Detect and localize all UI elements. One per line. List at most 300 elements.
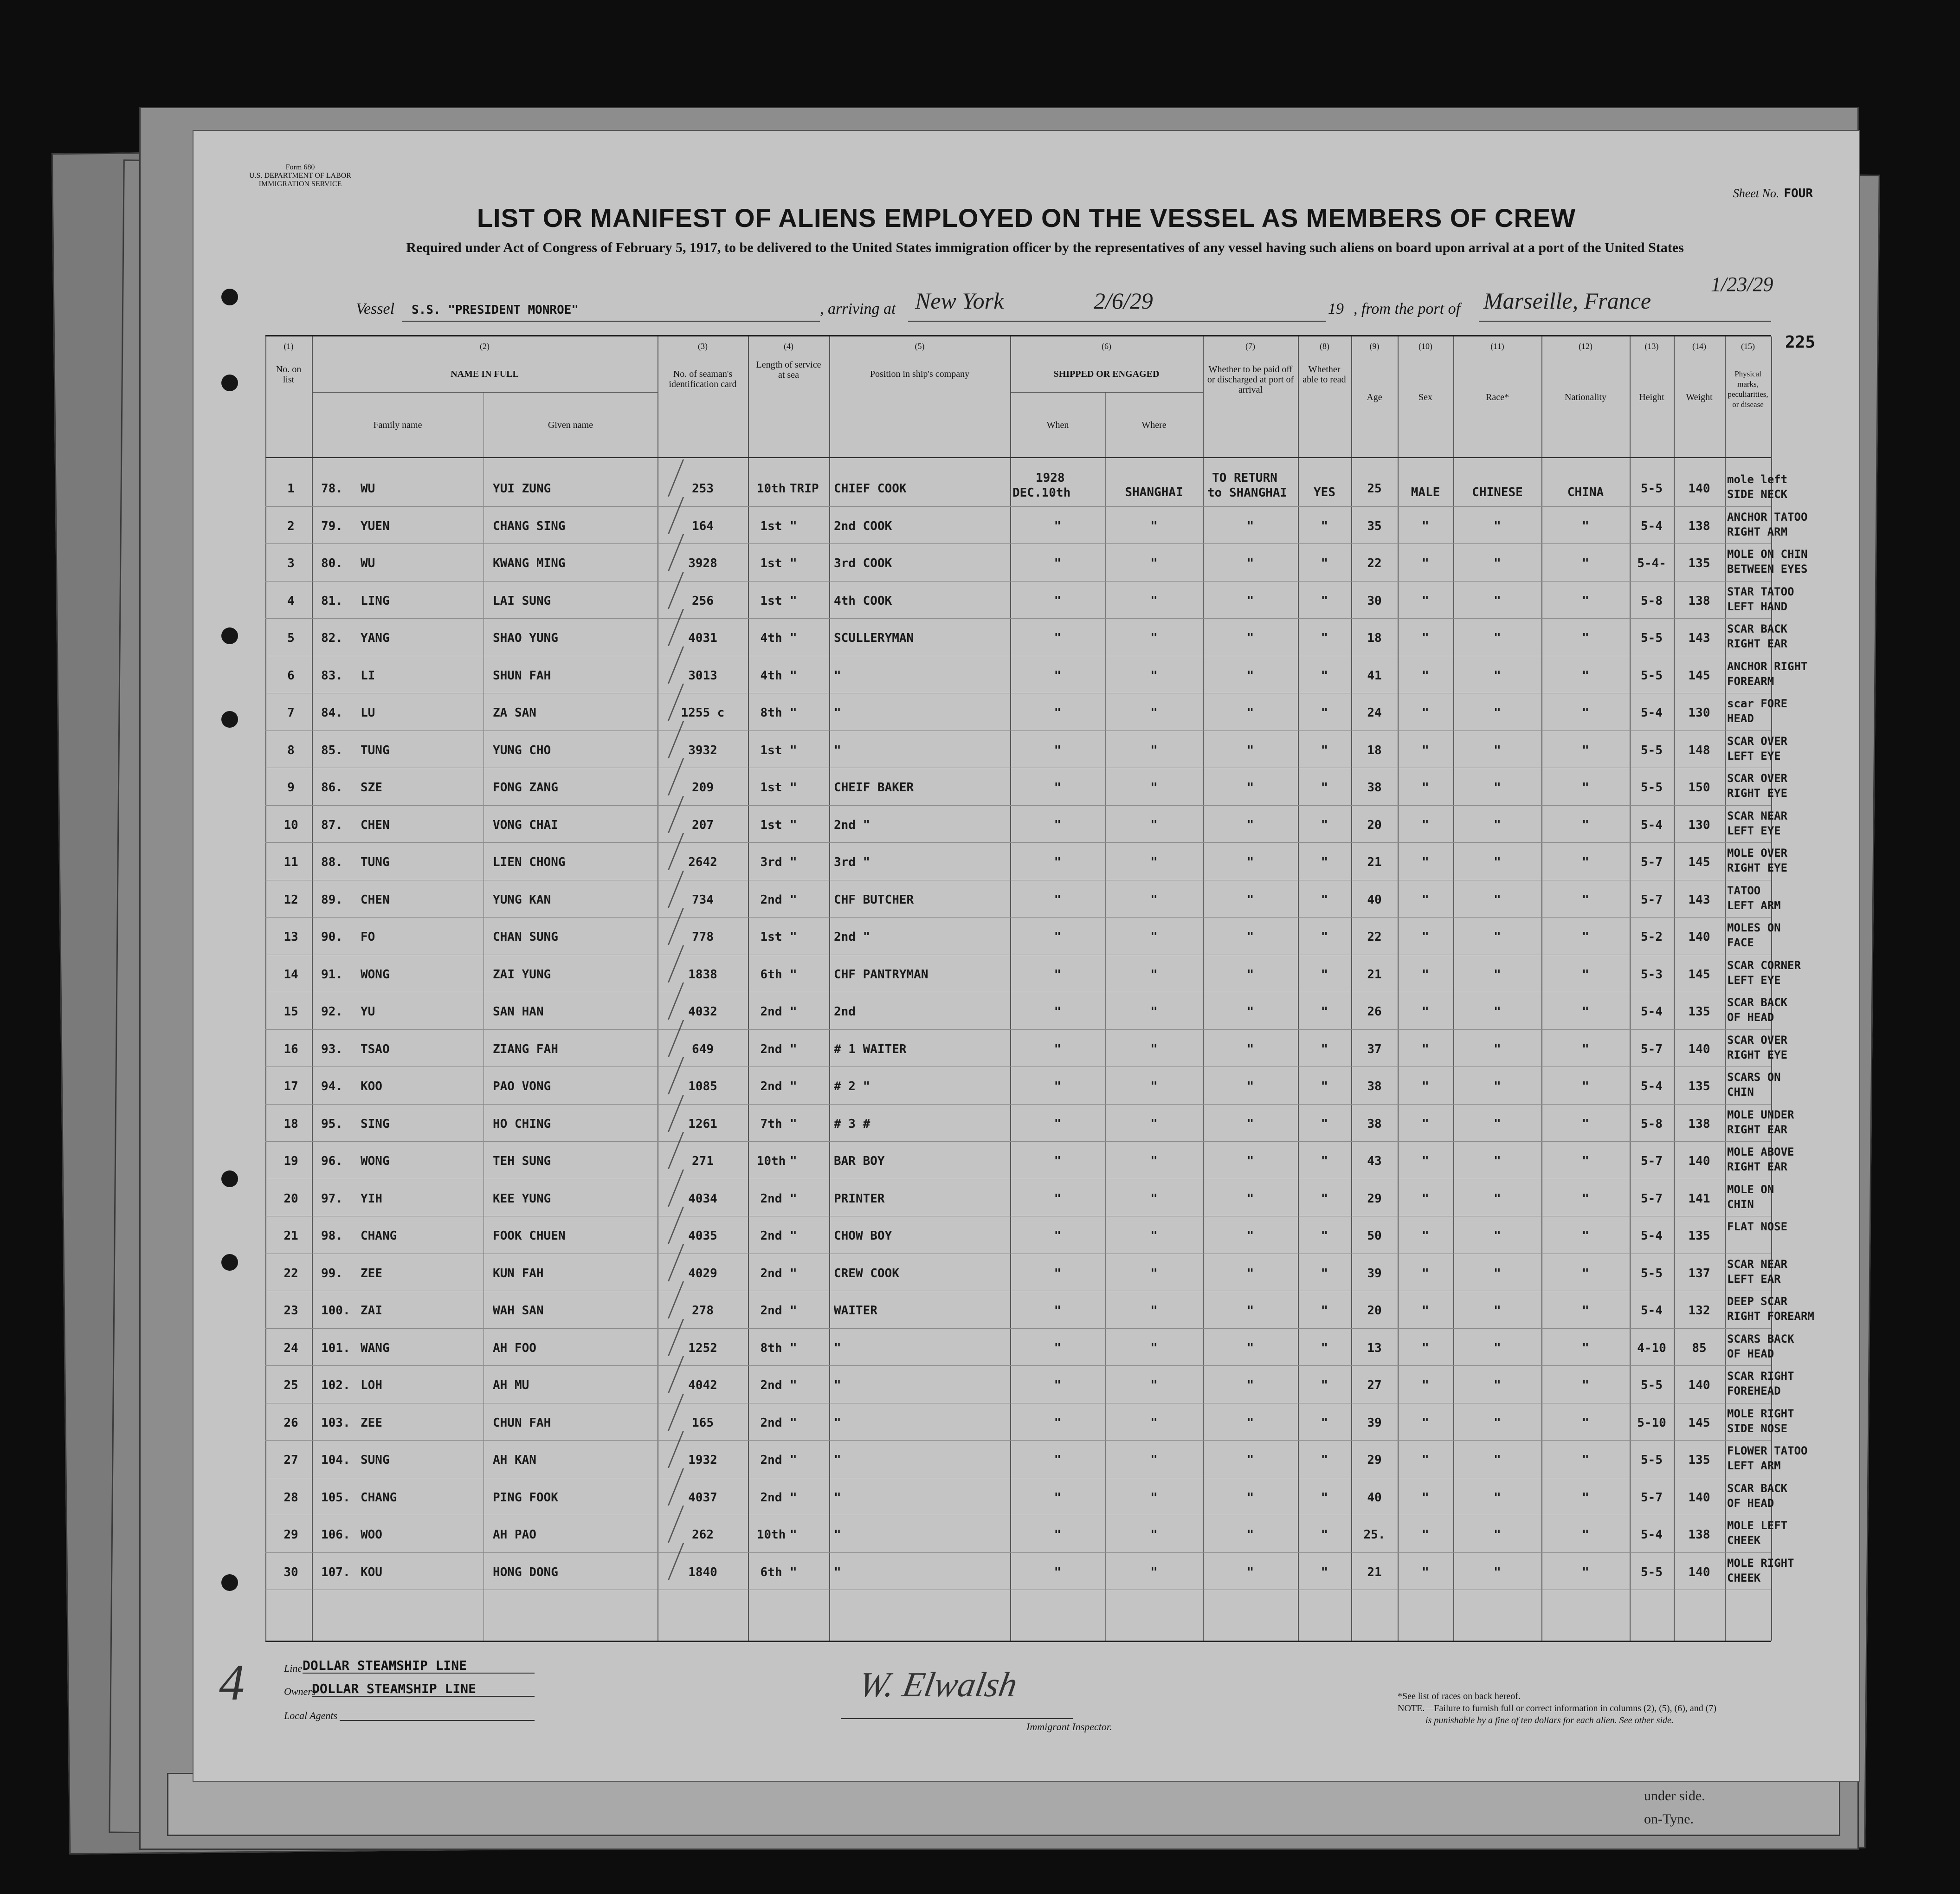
cell-position: SCULLERYMAN <box>834 631 914 645</box>
cell-no: 30 <box>284 1565 298 1579</box>
cell-marks-line-1: SCAR OVER <box>1727 1033 1788 1047</box>
cell-given: ZA SAN <box>493 706 536 720</box>
cell-sex: " <box>1422 1416 1429 1430</box>
cell-marks-line-2: RIGHT FOREARM <box>1727 1310 1814 1323</box>
cell-sex: " <box>1422 706 1429 720</box>
cell-position: CHIEF COOK <box>834 482 907 496</box>
cell-nationality: CHINA <box>1567 485 1604 499</box>
cell-seq: 100. <box>321 1304 350 1318</box>
cell-read: " <box>1321 1191 1328 1206</box>
stamp-number: 225 <box>1785 333 1816 352</box>
cell-when: " <box>1054 1080 1062 1093</box>
cell-paid: " <box>1246 892 1254 907</box>
cell-family: TUNG <box>361 743 390 757</box>
cell-marks-line-1: SCAR CORNER <box>1727 958 1801 972</box>
cell-when: " <box>1054 1528 1062 1542</box>
cell-unit: " <box>790 668 797 683</box>
page-title: LIST OR MANIFEST OF ALIENS EMPLOYED ON THE VESSEL AS MEMBERS OF CREW <box>477 203 1576 233</box>
cell-when: " <box>1054 668 1062 683</box>
cell-read: " <box>1321 1490 1328 1505</box>
table-row <box>265 1440 1808 1478</box>
cell-height: 5-4- <box>1637 556 1666 570</box>
cell-marks-line-2: RIGHT EYE <box>1727 787 1788 800</box>
cell-seq: 88. <box>321 855 343 869</box>
cell-no: 25 <box>284 1378 298 1392</box>
cell-where: " <box>1150 1266 1158 1280</box>
cell-paid: " <box>1246 1080 1254 1093</box>
cell-when: " <box>1054 743 1062 757</box>
cell-where: " <box>1150 1416 1158 1430</box>
cell-seq: 80. <box>321 556 343 570</box>
cell-height: 4-10 <box>1637 1341 1666 1355</box>
cell-age: 40 <box>1367 1490 1382 1505</box>
cell-paid: " <box>1246 1453 1254 1467</box>
cell-seq: 79. <box>321 519 343 533</box>
cell-age: 22 <box>1367 556 1382 570</box>
form-service: IMMIGRATION SERVICE <box>258 180 342 188</box>
cell-position: 2nd <box>834 1005 856 1019</box>
cell-weight: 85 <box>1692 1341 1707 1355</box>
cell-paid: " <box>1246 818 1254 832</box>
line-value: DOLLAR STEAMSHIP LINE <box>303 1658 467 1673</box>
cell-where: " <box>1150 1005 1158 1019</box>
cell-race: " <box>1494 781 1501 795</box>
cell-nationality: " <box>1582 1490 1589 1505</box>
cell-marks-line-2: OF HEAD <box>1727 1011 1774 1024</box>
handwritten-mark: 4 <box>219 1654 245 1711</box>
cell-height: 5-5 <box>1641 1565 1663 1579</box>
cell-no: 11 <box>284 855 298 869</box>
cell-seq: 78. <box>321 482 343 496</box>
cell-no: 26 <box>284 1416 298 1430</box>
header-name-in-full: NAME IN FULL <box>451 369 519 379</box>
cell-when: " <box>1054 1416 1062 1430</box>
cell-marks-line-1: MOLE ON <box>1727 1183 1774 1196</box>
cell-where: " <box>1150 1528 1158 1542</box>
cell-read: " <box>1321 594 1328 608</box>
cell-nationality: " <box>1582 743 1589 757</box>
penalty-note: NOTE.—Failure to furnish full or correct information in columns (2), (5), (6), and (7) <box>1398 1703 1717 1713</box>
cell-card: 4035 <box>688 1229 717 1243</box>
cell-height: 5-4 <box>1641 706 1663 720</box>
cell-read: " <box>1321 1378 1328 1392</box>
underlying-text: under side. <box>1644 1788 1705 1804</box>
cell-service: 7th <box>760 1117 782 1131</box>
cell-service: 1st <box>760 818 782 832</box>
cell-where: " <box>1150 818 1158 832</box>
cell-where: " <box>1150 706 1158 720</box>
cell-weight: 143 <box>1688 631 1710 645</box>
form-number: Form 680 <box>285 163 315 171</box>
cell-seq: 106. <box>321 1528 350 1542</box>
cell-family: WONG <box>361 967 390 982</box>
cell-unit: " <box>790 1528 797 1542</box>
cell-nationality: " <box>1582 1378 1589 1392</box>
cell-height: 5-8 <box>1641 594 1663 608</box>
cell-no: 15 <box>284 1005 298 1019</box>
cell-nationality: " <box>1582 818 1589 832</box>
cell-age: 29 <box>1367 1191 1382 1206</box>
cell-marks-line-1: SCARS ON <box>1727 1071 1781 1084</box>
header-when: When <box>1046 420 1069 430</box>
cell-height: 5-7 <box>1641 892 1663 907</box>
cell-sex: " <box>1422 967 1429 982</box>
cell-card: 165 <box>692 1416 714 1430</box>
cell-family: CHEN <box>361 892 390 907</box>
cell-marks-line-1: DEEP SCAR <box>1727 1295 1788 1308</box>
header-position: Position in ship's company <box>870 369 970 379</box>
cell-position: # 3 # <box>834 1117 870 1131</box>
header-card: No. of seaman's identification card <box>669 369 737 389</box>
races-note: *See list of races on back hereof. <box>1398 1691 1521 1701</box>
cell-given: KEE YUNG <box>493 1191 551 1206</box>
cell-paid: " <box>1246 930 1254 944</box>
cell-height: 5-5 <box>1641 482 1663 496</box>
cell-position: WAITER <box>834 1304 877 1318</box>
cell-where: " <box>1150 1042 1158 1056</box>
cell-age: 37 <box>1367 1042 1382 1056</box>
cell-read: " <box>1321 1565 1328 1579</box>
cell-service: 2nd <box>760 1005 782 1019</box>
cell-where: " <box>1150 1117 1158 1131</box>
cell-unit: " <box>790 1229 797 1243</box>
cell-position: " <box>834 1416 841 1430</box>
cell-nationality: " <box>1582 1416 1589 1430</box>
cell-when: " <box>1054 1341 1062 1355</box>
cell-nationality: " <box>1582 1453 1589 1467</box>
cell-card: 3928 <box>688 556 717 570</box>
cell-given: AH FOO <box>493 1341 536 1355</box>
cell-sex: " <box>1422 1191 1429 1206</box>
cell-read: " <box>1321 1229 1328 1243</box>
cell-family: LING <box>361 594 390 608</box>
cell-unit: " <box>790 556 797 570</box>
cell-no: 3 <box>287 556 295 570</box>
form-department: U.S. DEPARTMENT OF LABOR <box>249 172 351 180</box>
cell-card: 164 <box>692 519 714 533</box>
cell-no: 8 <box>287 743 295 757</box>
cell-marks-line-2: FACE <box>1727 936 1754 949</box>
cell-race: " <box>1494 1042 1501 1056</box>
cell-marks-line-2: SIDE NECK <box>1727 488 1788 501</box>
cell-race: " <box>1494 1191 1501 1206</box>
table-row <box>265 1365 1794 1403</box>
cell-race: " <box>1494 892 1501 907</box>
cell-marks-line-2: SIDE NOSE <box>1727 1422 1788 1435</box>
cell-when: " <box>1054 1042 1062 1056</box>
cell-where: " <box>1150 967 1158 982</box>
cell-card: 1838 <box>688 967 717 982</box>
cell-marks-line-2: BETWEEN EYES <box>1727 562 1808 575</box>
cell-sex: " <box>1422 1341 1429 1355</box>
cell-position: " <box>834 1341 841 1355</box>
col-number: (2) <box>480 342 490 351</box>
col-number: (14) <box>1692 342 1706 351</box>
header-shipped-engaged: SHIPPED OR ENGAGED <box>1053 369 1160 379</box>
cell-age: 41 <box>1367 668 1382 683</box>
cell-no: 20 <box>284 1191 298 1206</box>
cell-when: " <box>1054 1565 1062 1579</box>
cell-when: " <box>1054 1117 1062 1131</box>
cell-seq: 104. <box>321 1453 350 1467</box>
cell-where: " <box>1150 668 1158 683</box>
cell-race: " <box>1494 519 1501 533</box>
cell-height: 5-3 <box>1641 967 1663 982</box>
cell-sex: " <box>1422 1304 1429 1318</box>
cell-sex: " <box>1422 1378 1429 1392</box>
cell-seq: 90. <box>321 930 343 944</box>
cell-nationality: " <box>1582 1005 1589 1019</box>
cell-nationality: " <box>1582 1528 1589 1542</box>
year-label: 19 <box>1328 300 1344 317</box>
cell-marks-line-2: CHIN <box>1727 1197 1754 1211</box>
cell-seq: 107. <box>321 1565 350 1579</box>
vessel-line <box>356 273 1773 323</box>
cell-marks-line-2: RIGHT EAR <box>1727 637 1788 650</box>
cell-seq: 98. <box>321 1229 343 1243</box>
cell-height: 5-7 <box>1641 1042 1663 1056</box>
header-sex: Sex <box>1418 392 1432 402</box>
table-row <box>265 1254 1788 1291</box>
cell-race: " <box>1494 1154 1501 1168</box>
cell-no: 2 <box>287 519 295 533</box>
cell-when: " <box>1054 967 1062 982</box>
cell-when: " <box>1054 631 1062 645</box>
header-family-name: Family name <box>373 420 422 430</box>
cell-read: " <box>1321 1453 1328 1467</box>
cell-marks-line-1: SCARS BACK <box>1727 1332 1794 1345</box>
cell-when: " <box>1054 594 1062 608</box>
cell-seq: 82. <box>321 631 343 645</box>
table-row <box>265 618 1788 656</box>
cell-position: 3rd " <box>834 855 870 869</box>
cell-paid: " <box>1246 706 1254 720</box>
cell-paid: " <box>1246 1005 1254 1019</box>
to-return-line-2: to SHANGHAI <box>1207 486 1288 500</box>
cell-given: CHAN SUNG <box>493 930 558 944</box>
cell-paid: " <box>1246 1416 1254 1430</box>
cell-unit: " <box>790 706 797 720</box>
cell-height: 5-5 <box>1641 631 1663 645</box>
cell-race: " <box>1494 1266 1501 1280</box>
cell-unit: " <box>790 1266 797 1280</box>
cell-given: FONG ZANG <box>493 781 558 795</box>
cell-weight: 145 <box>1688 967 1710 982</box>
col-number: (5) <box>915 342 925 351</box>
cell-paid: " <box>1246 1490 1254 1505</box>
cell-card: 262 <box>692 1528 714 1542</box>
cell-no: 22 <box>284 1266 298 1280</box>
cell-race: " <box>1494 594 1501 608</box>
cell-card: 271 <box>692 1154 714 1168</box>
manifest-footer <box>219 1654 1825 1765</box>
cell-sex: MALE <box>1411 485 1440 499</box>
cell-nationality: " <box>1582 967 1589 982</box>
cell-marks-line-1: MOLE ABOVE <box>1727 1145 1794 1158</box>
cell-service: 2nd <box>760 1490 782 1505</box>
cell-weight: 138 <box>1688 1528 1710 1542</box>
shipped-when-year: 1928 <box>1036 471 1065 485</box>
cell-nationality: " <box>1582 594 1589 608</box>
cell-unit: " <box>790 781 797 795</box>
cell-no: 12 <box>284 892 298 907</box>
table-row <box>265 1291 1814 1328</box>
cell-marks-line-2: LEFT EYE <box>1727 749 1781 763</box>
cell-read: " <box>1321 1042 1328 1056</box>
cell-seq: 81. <box>321 594 343 608</box>
cell-service: 4th <box>760 668 782 683</box>
cell-card: 4042 <box>688 1378 717 1392</box>
cell-family: LU <box>361 706 375 720</box>
cell-paid: " <box>1246 1042 1254 1056</box>
punch-hole <box>221 1574 238 1591</box>
cell-marks-line-2: FOREARM <box>1727 674 1774 688</box>
cell-paid: " <box>1246 743 1254 757</box>
cell-marks-line-2: FOREHEAD <box>1727 1384 1781 1397</box>
cell-marks-line-2: LEFT EYE <box>1727 973 1781 987</box>
cell-age: 24 <box>1367 706 1382 720</box>
cell-when: " <box>1054 519 1062 533</box>
cell-family: YIH <box>361 1191 382 1206</box>
cell-no: 27 <box>284 1453 298 1467</box>
cell-family: CHEN <box>361 818 390 832</box>
cell-paid: " <box>1246 1378 1254 1392</box>
cell-where: " <box>1150 594 1158 608</box>
cell-family: TUNG <box>361 855 390 869</box>
cell-card: 4029 <box>688 1266 717 1280</box>
cell-service: 2nd <box>760 1191 782 1206</box>
cell-no: 7 <box>287 706 295 720</box>
cell-given: HONG DONG <box>493 1565 558 1579</box>
cell-seq: 102. <box>321 1378 350 1392</box>
cell-nationality: " <box>1582 631 1589 645</box>
cell-given: SHAO YUNG <box>493 631 558 645</box>
cell-seq: 91. <box>321 967 343 982</box>
cell-no: 9 <box>287 781 295 795</box>
cell-unit: " <box>790 1080 797 1093</box>
cell-no: 14 <box>284 967 298 982</box>
cell-service: 1st <box>760 930 782 944</box>
vessel-label: Vessel <box>356 300 395 317</box>
cell-sex: " <box>1422 1565 1429 1579</box>
col-number: (13) <box>1644 342 1659 351</box>
cell-seq: 96. <box>321 1154 343 1168</box>
col-number: (15) <box>1741 342 1755 351</box>
cell-weight: 140 <box>1688 1042 1710 1056</box>
cell-given: ZAI YUNG <box>493 967 551 982</box>
cell-family: LOH <box>361 1378 382 1392</box>
cell-nationality: " <box>1582 1229 1589 1243</box>
cell-given: LIEN CHONG <box>493 855 566 869</box>
cell-family: WOO <box>361 1528 382 1542</box>
cell-marks-line-2: RIGHT EAR <box>1727 1160 1788 1173</box>
cell-position: " <box>834 1453 841 1467</box>
form-identifier <box>249 163 351 188</box>
cell-nationality: " <box>1582 556 1589 570</box>
cell-given: FOOK CHUEN <box>493 1229 566 1243</box>
arriving-label: , arriving at <box>820 300 896 317</box>
cell-no: 10 <box>284 818 298 832</box>
cell-no: 6 <box>287 668 295 683</box>
cell-marks-line-1: MOLE LEFT <box>1727 1519 1788 1532</box>
cell-paid: " <box>1246 1565 1254 1579</box>
owners-value: DOLLAR STEAMSHIP LINE <box>312 1681 477 1696</box>
cell-no: 29 <box>284 1528 298 1542</box>
cell-marks-line-2: OF HEAD <box>1727 1347 1774 1360</box>
cell-unit: " <box>790 818 797 832</box>
cell-read: " <box>1321 556 1328 570</box>
cell-read: " <box>1321 1416 1328 1430</box>
cell-given: AH MU <box>493 1378 529 1392</box>
cell-marks-line-2: RIGHT EYE <box>1727 1048 1788 1061</box>
cell-family: WONG <box>361 1154 390 1168</box>
cell-marks-line-1: SCAR BACK <box>1727 1481 1788 1495</box>
cell-paid: " <box>1246 519 1254 533</box>
cell-height: 5-7 <box>1641 855 1663 869</box>
cell-height: 5-7 <box>1641 1154 1663 1168</box>
cell-height: 5-4 <box>1641 1080 1663 1093</box>
cell-seq: 89. <box>321 892 343 907</box>
cell-weight: 143 <box>1688 892 1710 907</box>
cell-no: 18 <box>284 1117 298 1131</box>
cell-height: 5-4 <box>1641 1229 1663 1243</box>
table-row <box>265 1328 1794 1366</box>
table-row <box>265 581 1794 619</box>
cell-weight: 135 <box>1688 1453 1710 1467</box>
cell-card: 1252 <box>688 1341 717 1355</box>
cell-race: " <box>1494 743 1501 757</box>
cell-given: LAI SUNG <box>493 594 551 608</box>
cell-marks-line-2: LEFT ARM <box>1727 899 1781 912</box>
cell-position: CHF BUTCHER <box>834 892 914 907</box>
cell-seq: 103. <box>321 1416 350 1430</box>
table-row <box>265 543 1808 581</box>
cell-when: " <box>1054 892 1062 907</box>
cell-nationality: " <box>1582 1080 1589 1093</box>
cell-where: " <box>1150 1378 1158 1392</box>
cell-read: " <box>1321 1304 1328 1318</box>
cell-race: " <box>1494 930 1501 944</box>
cell-card: 278 <box>692 1304 714 1318</box>
col-number: (1) <box>284 342 294 351</box>
cell-seq: 92. <box>321 1005 343 1019</box>
col-number: (12) <box>1579 342 1592 351</box>
cell-nationality: " <box>1582 706 1589 720</box>
cell-height: 5-5 <box>1641 743 1663 757</box>
cell-position: " <box>834 706 841 720</box>
table-row <box>265 917 1781 955</box>
cell-weight: 130 <box>1688 818 1710 832</box>
header-physical-marks: Physical marks, peculiarities, or disease <box>1728 369 1768 409</box>
header-no-on-list: No. on list <box>276 364 302 385</box>
cell-race: " <box>1494 556 1501 570</box>
cell-sex: " <box>1422 556 1429 570</box>
cell-given: AH KAN <box>493 1453 536 1467</box>
cell-where: " <box>1150 556 1158 570</box>
cell-service: 2nd <box>760 1378 782 1392</box>
cell-paid: " <box>1246 855 1254 869</box>
cell-marks-line-1: SCAR BACK <box>1727 996 1788 1009</box>
cell-position: CHF PANTRYMAN <box>834 967 928 982</box>
cell-age: 40 <box>1367 892 1382 907</box>
cell-weight: 138 <box>1688 594 1710 608</box>
cell-unit: " <box>790 1005 797 1019</box>
cell-unit: " <box>790 1191 797 1206</box>
col-number: (6) <box>1102 342 1111 351</box>
col-number: (7) <box>1245 342 1255 351</box>
col-number: (11) <box>1490 342 1504 351</box>
cell-read: " <box>1321 1154 1328 1168</box>
